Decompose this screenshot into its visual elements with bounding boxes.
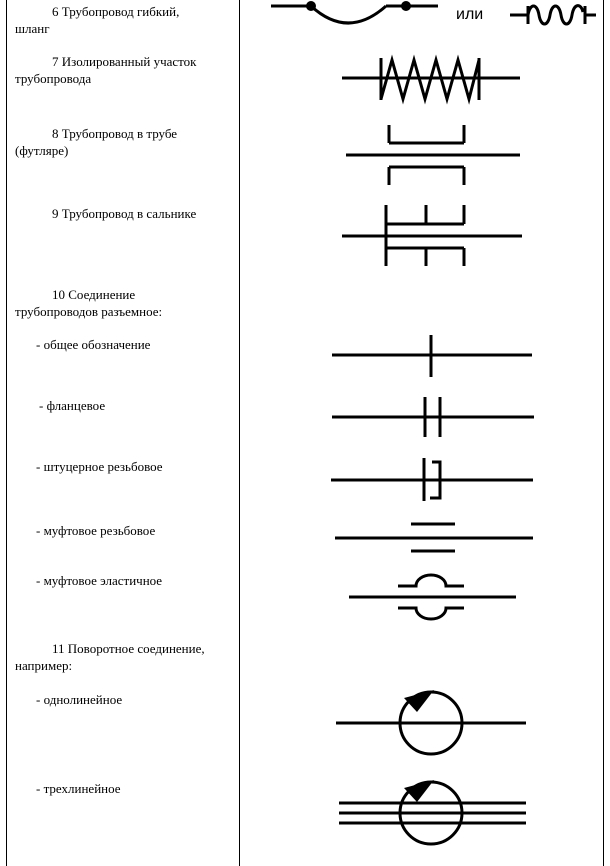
label-flexible-pipe: 6 Трубопровод гибкий, шланг (15, 4, 180, 36)
label-single-line: - однолинейное (36, 692, 123, 707)
coupling-elastic-joint-symbol (349, 575, 516, 619)
label-swivel-joint: 11 Поворотное соединение, например: (15, 641, 205, 673)
insulated-pipe-symbol (342, 58, 520, 100)
label-coupling-threaded: - муфтовое резьбовое (36, 523, 156, 538)
pipe-in-gland-symbol (342, 205, 522, 266)
label-detachable-joint: 10 Соединение трубопроводов разъемное: (15, 287, 163, 319)
label-union-threaded: - штуцерное резьбовое (36, 459, 163, 474)
pipe-in-case-symbol (346, 125, 520, 185)
swivel-three-line-symbol (339, 780, 526, 844)
swivel-single-line-symbol (336, 690, 526, 754)
label-general: - общее обозначение (36, 337, 151, 352)
flexible-pipe-alt-symbol (510, 6, 596, 24)
general-joint-symbol (332, 335, 532, 377)
alt-text-or: или (456, 6, 484, 23)
label-pipe-in-gland: 9 Трубопровод в сальнике (52, 206, 197, 221)
flexible-pipe-symbol (271, 3, 438, 24)
coupling-threaded-joint-symbol (335, 524, 533, 551)
flange-joint-symbol (332, 397, 534, 437)
label-coupling-elastic: - муфтовое эластичное (36, 573, 163, 588)
union-threaded-joint-symbol (331, 458, 533, 501)
label-insulated-pipe: 7 Изолированный участок трубопровода (15, 54, 197, 86)
label-flange: - фланцевое (39, 398, 106, 413)
label-three-line: - трехлинейное (36, 781, 121, 796)
label-pipe-in-case: 8 Трубопровод в трубе (футляре) (15, 126, 178, 158)
